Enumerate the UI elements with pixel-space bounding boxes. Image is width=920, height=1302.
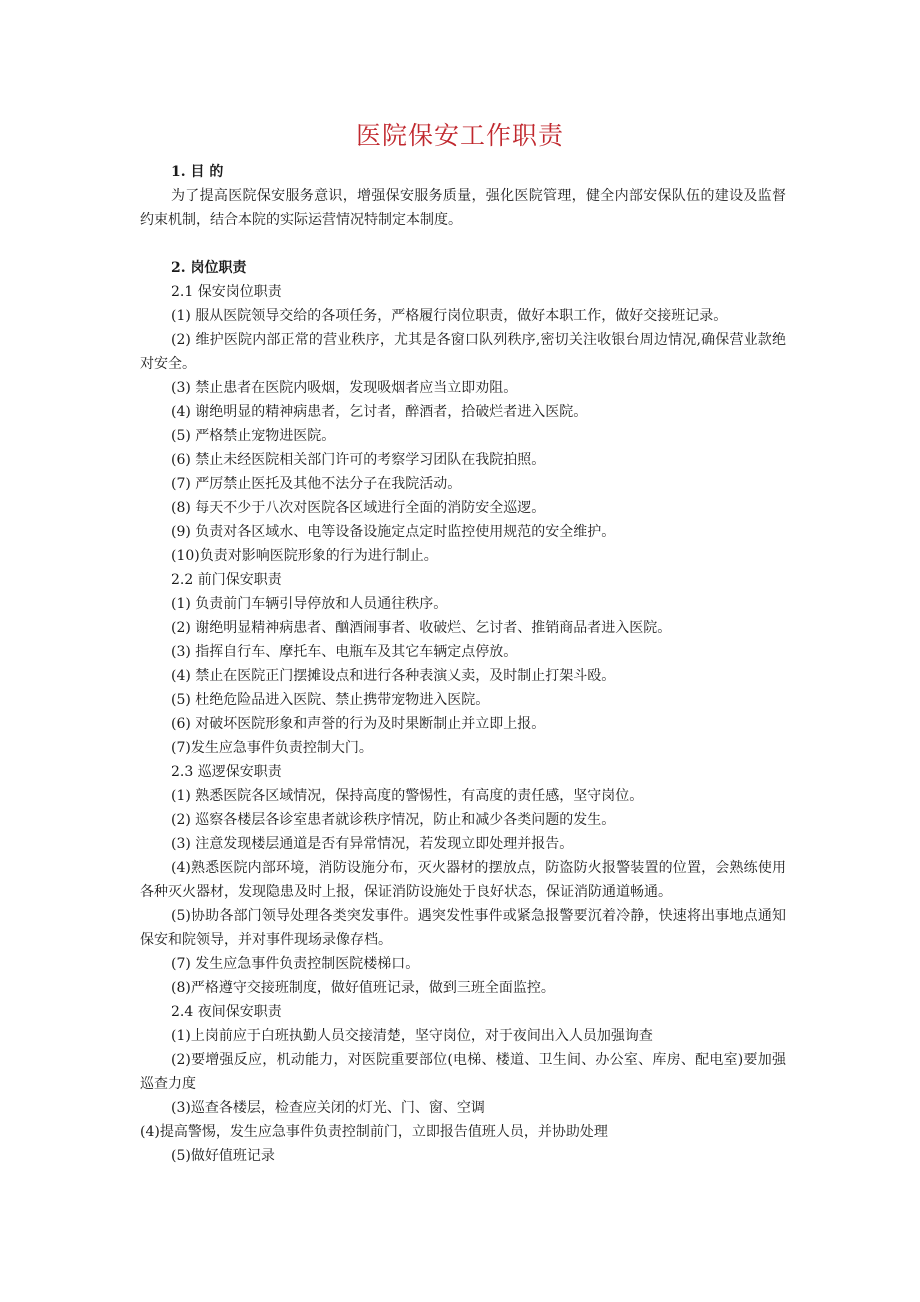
section-2-1-heading: 2.1 保安岗位职责 bbox=[171, 284, 282, 300]
list-item: (1) 服从医院领导交给的各项任务，严格履行岗位职责，做好本职工作，做好交接班记录。 bbox=[171, 308, 728, 324]
list-item: (4) 谢绝明显的精神病患者，乞讨者，醉酒者，拾破烂者进入医院。 bbox=[171, 404, 588, 420]
list-item: (4)提高警惕，发生应急事件负责控制前门，立即报告值班人员，并协助处理 bbox=[140, 1124, 608, 1140]
blank-line bbox=[140, 232, 786, 256]
list-item: (1) 熟悉医院各区域情况，保持高度的警惕性，有高度的责任感，坚守岗位。 bbox=[171, 788, 644, 804]
list-item: (3)巡查各楼层，检查应关闭的灯光、门、窗、空调 bbox=[171, 1100, 485, 1116]
list-item: (4)熟悉医院内部环境，消防设施分布，灭火器材的摆放点，防盗防火报警装置的位置，会熟练使用各种灭火器材，发现隐患及时上报，保证消防设施处于良好状态，保证消防通道畅通。 bbox=[140, 860, 786, 900]
document-body bbox=[140, 160, 786, 1168]
section-2-2-heading: 2.2 前门保安职责 bbox=[171, 572, 282, 588]
list-item: (10)负责对影响医院形象的行为进行制止。 bbox=[171, 548, 438, 564]
list-item: (7) 严厉禁止医托及其他不法分子在我院活动。 bbox=[171, 476, 462, 492]
list-item: (2) 谢绝明显精神病患者、酗酒闹事者、收破烂、乞讨者、推销商品者进入医院。 bbox=[171, 620, 672, 636]
list-item: (5)协助各部门领导处理各类突发事件。遇突发性事件或紧急报警要沉着冷静，快速将出事地点通知保安和院领导，并对事件现场录像存档。 bbox=[140, 908, 786, 948]
section-2-heading: 2. 岗位职责 bbox=[171, 260, 247, 276]
list-item: (3) 指挥自行车、摩托车、电瓶车及其它车辆定点停放。 bbox=[171, 644, 518, 660]
list-item: (4) 禁止在医院正门摆摊设点和进行各种表演乂卖，及时制止打架斗殴。 bbox=[171, 668, 616, 684]
list-item: (1) 负责前门车辆引导停放和人员通往秩序。 bbox=[171, 596, 448, 612]
list-item: (8)严格遵守交接班制度，做好值班记录，做到三班全面监控。 bbox=[171, 980, 555, 996]
list-item: (6) 对破坏医院形象和声誉的行为及时果断制止并立即上报。 bbox=[171, 716, 546, 732]
list-item: (2) 巡察各楼层各诊室患者就诊秩序情况，防止和减少各类问题的发生。 bbox=[171, 812, 616, 828]
list-item: (2)要增强反应，机动能力，对医院重要部位(电梯、楼道、卫生间、办公室、库房、配电室)要加强巡查力度 bbox=[140, 1052, 786, 1092]
list-item: (5) 杜绝危险品进入医院、禁止携带宠物进入医院。 bbox=[171, 692, 490, 708]
list-item: (2) 维护医院内部正常的营业秩序，尤其是各窗口队列秩序,密切关注收银台周边情况,确保营业款绝对安全。 bbox=[140, 332, 786, 372]
document-title: 医院保安工作职责 bbox=[355, 121, 564, 150]
section-1-paragraph: 为了提高医院保安服务意识，增强保安服务质量，强化医院管理，健全内部安保队伍的建设及监督约束机制，结合本院的实际运营情况特制定本制度。 bbox=[140, 188, 786, 228]
list-item: (9) 负责对各区域水、电等设备设施定点定时监控使用规范的安全维护。 bbox=[171, 524, 616, 540]
list-item: (5)做好值班记录 bbox=[171, 1148, 275, 1164]
list-item: (3) 禁止患者在医院内吸烟，发现吸烟者应当立即劝阻。 bbox=[171, 380, 518, 396]
section-2-4-heading: 2.4 夜间保安职责 bbox=[171, 1004, 282, 1020]
section-2-3-heading: 2.3 巡逻保安职责 bbox=[171, 764, 282, 780]
list-item: (7) 发生应急事件负责控制医院楼梯口。 bbox=[171, 956, 420, 972]
list-item: (5) 严格禁止宠物进医院。 bbox=[171, 428, 336, 444]
list-item: (8) 每天不少于八次对医院各区域进行全面的消防安全巡逻。 bbox=[171, 500, 546, 516]
list-item: (6) 禁止未经医院相关部门许可的考察学习团队在我院拍照。 bbox=[171, 452, 546, 468]
list-item: (1)上岗前应于白班执勤人员交接清楚，坚守岗位，对于夜间出入人员加强询查 bbox=[171, 1028, 653, 1044]
list-item: (7)发生应急事件负责控制大门。 bbox=[171, 740, 373, 756]
list-item: (3) 注意发现楼层通道是否有异常情况，若发现立即处理并报告。 bbox=[171, 836, 574, 852]
section-1-heading: 1. 目 的 bbox=[171, 164, 224, 180]
